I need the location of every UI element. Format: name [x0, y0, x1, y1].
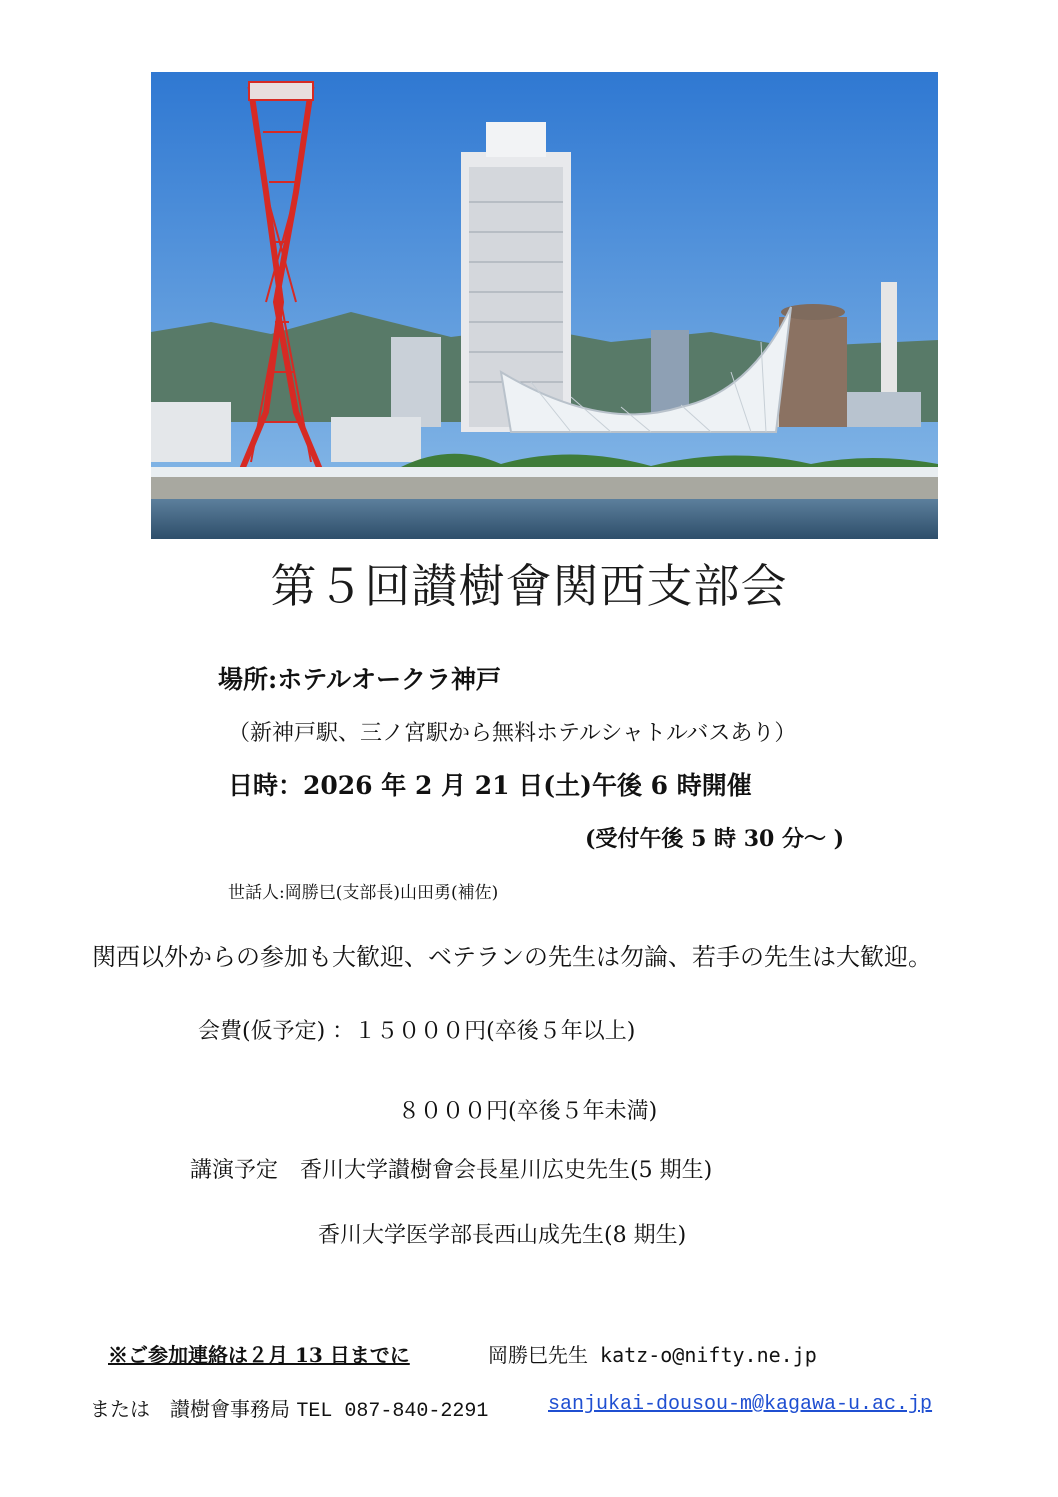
alt-label: または 讃樹會事務局 [90, 1397, 290, 1421]
fee-senior: 会費(仮予定) ：１５０００円(卒後５年以上) [198, 1019, 636, 1044]
contact-email[interactable]: katz-o@nifty.ne.jp [600, 1343, 817, 1367]
rsvp-deadline: ※ご参加連絡は２月 13 日までに [108, 1343, 410, 1367]
alternate-contact [90, 1393, 488, 1423]
contact-name: 岡勝巳先生 [488, 1343, 588, 1367]
welcome-message: 関西以外からの参加も大歓迎、ベテランの先生は勿論、若手の先生は大歓迎。 [92, 943, 932, 971]
event-datetime: 日時：2026 年 2 月 21 日(土)午後 6 時開催 [228, 771, 752, 800]
venue: 場所:ホテルオークラ神戸 [218, 665, 501, 694]
lecture-1: 講演予定 香川大学讃樹會会長星川広史先生(5 期生) [190, 1158, 713, 1183]
page-title: 第５回讃樹會関西支部会 [270, 559, 788, 613]
contact-person [488, 1339, 817, 1368]
organizers: 世話人:岡勝巳(支部長)山田勇(補佐) [228, 883, 499, 903]
fee-junior: ８０００円(卒後５年未満) [398, 1099, 658, 1124]
kobe-port-photo [151, 72, 938, 539]
access-note: （新神戸駅、三ノ宮駅から無料ホテルシャトルバスあり） [228, 721, 797, 746]
office-email-link[interactable]: sanjukai-dousou-m@kagawa-u.ac.jp [548, 1393, 933, 1416]
office-tel: TEL 087-840-2291 [296, 1400, 489, 1423]
reception-time: (受付午後 5 時 30 分～ ) [585, 826, 845, 852]
lecture-2: 香川大学医学部長西山成先生(8 期生) [318, 1223, 687, 1248]
